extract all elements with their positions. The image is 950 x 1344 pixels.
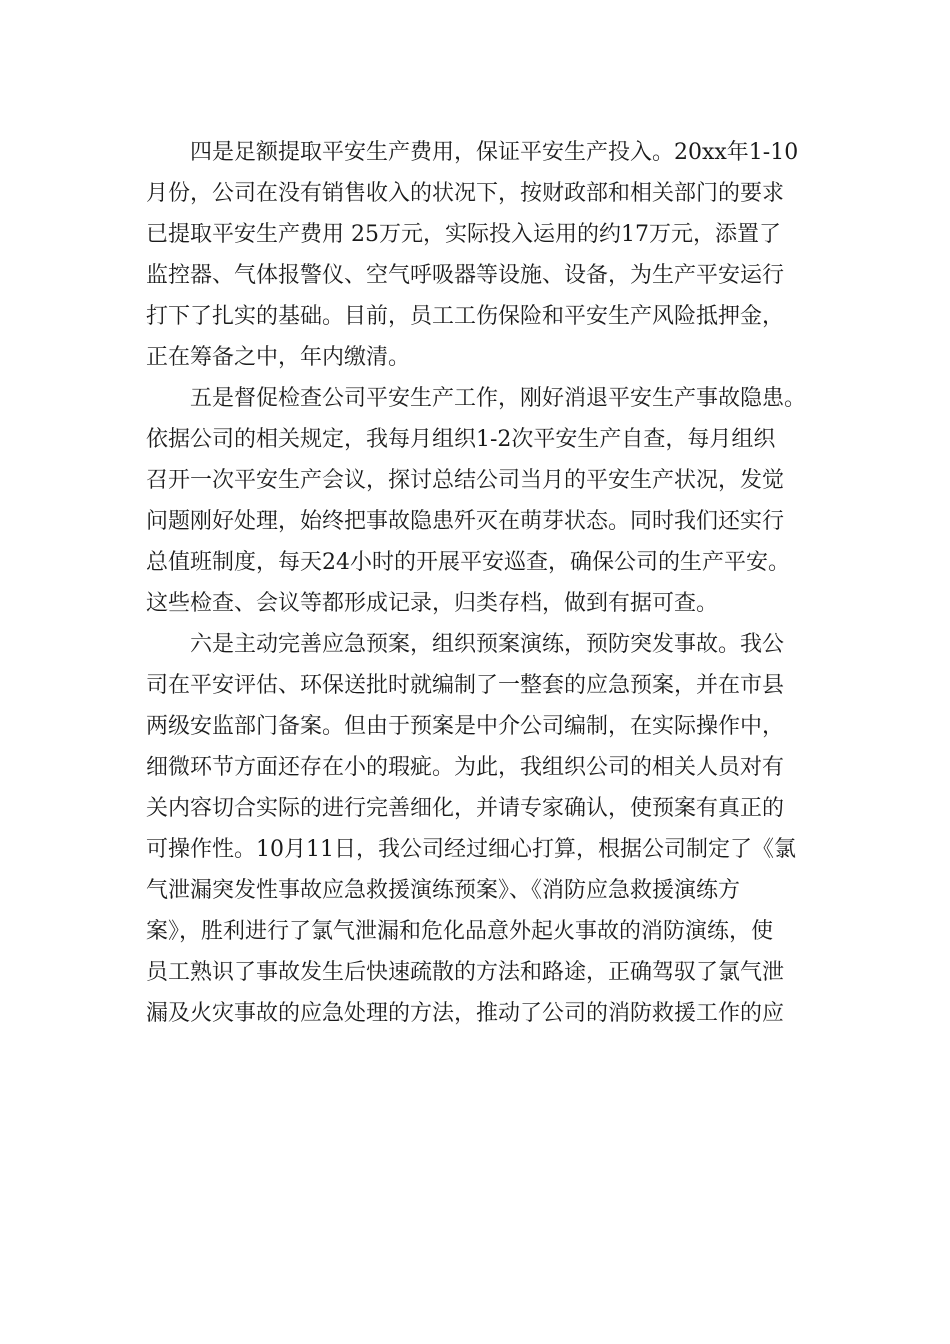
paragraph-line: 细微环节方面还存在小的瑕疵。为此，我组织公司的相关人员对有	[146, 755, 785, 780]
paragraph-line: 六是主动完善应急预案，组织预案演练，预防突发事故。我公	[190, 632, 785, 657]
paragraph-line: 五是督促检查公司平安生产工作，刚好消退平安生产事故隐患。	[190, 386, 807, 411]
paragraph-line: 月份，公司在没有销售收入的状况下，按财政部和相关部门的要求	[146, 181, 785, 206]
paragraph-line: 案》，胜利进行了氯气泄漏和危化品意外起火事故的消防演练，使	[146, 919, 774, 944]
paragraph-4	[146, 132, 836, 378]
paragraph-5	[146, 378, 836, 624]
paragraph-6	[146, 624, 836, 1034]
paragraph-line: 监控器、气体报警仪、空气呼吸器等设施、设备，为生产平安运行	[146, 263, 785, 288]
paragraph-line: 可操作性。10月11日，我公司经过细心打算，根据公司制定了《氯	[146, 837, 796, 862]
paragraph-line: 两级安监部门备案。但由于预案是中介公司编制，在实际操作中，	[146, 714, 785, 739]
document-body	[146, 132, 836, 1034]
paragraph-line: 司在平安评估、环保送批时就编制了一整套的应急预案，并在市县	[146, 673, 785, 698]
paragraph-line: 漏及火灾事故的应急处理的方法，推动了公司的消防救援工作的应	[146, 1001, 785, 1026]
paragraph-line: 气泄漏突发性事故应急救援演练预案》、《消防应急救援演练方	[146, 878, 741, 903]
paragraph-line: 关内容切合实际的进行完善细化，并请专家确认，使预案有真正的	[146, 796, 785, 821]
paragraph-line: 员工熟识了事故发生后快速疏散的方法和路途，正确驾驭了氯气泄	[146, 960, 785, 985]
paragraph-line: 这些检查、会议等都形成记录，归类存档，做到有据可查。	[146, 591, 719, 616]
paragraph-line: 问题刚好处理，始终把事故隐患歼灭在萌芽状态。同时我们还实行	[146, 509, 785, 534]
paragraph-line: 召开一次平安生产会议，探讨总结公司当月的平安生产状况，发觉	[146, 468, 785, 493]
paragraph-line: 打下了扎实的基础。目前，员工工伤保险和平安生产风险抵押金，	[146, 304, 785, 329]
paragraph-line: 已提取平安生产费用 25万元，实际投入运用的约17万元，添置了	[146, 222, 781, 247]
paragraph-line: 正在筹备之中，年内缴清。	[146, 345, 411, 370]
paragraph-line: 依据公司的相关规定，我每月组织1-2次平安生产自查，每月组织	[146, 427, 776, 452]
paragraph-line: 四是足额提取平安生产费用，保证平安生产投入。20xx年1-10	[190, 140, 799, 165]
paragraph-line: 总值班制度，每天24小时的开展平安巡查，确保公司的生产平安。	[146, 550, 790, 575]
